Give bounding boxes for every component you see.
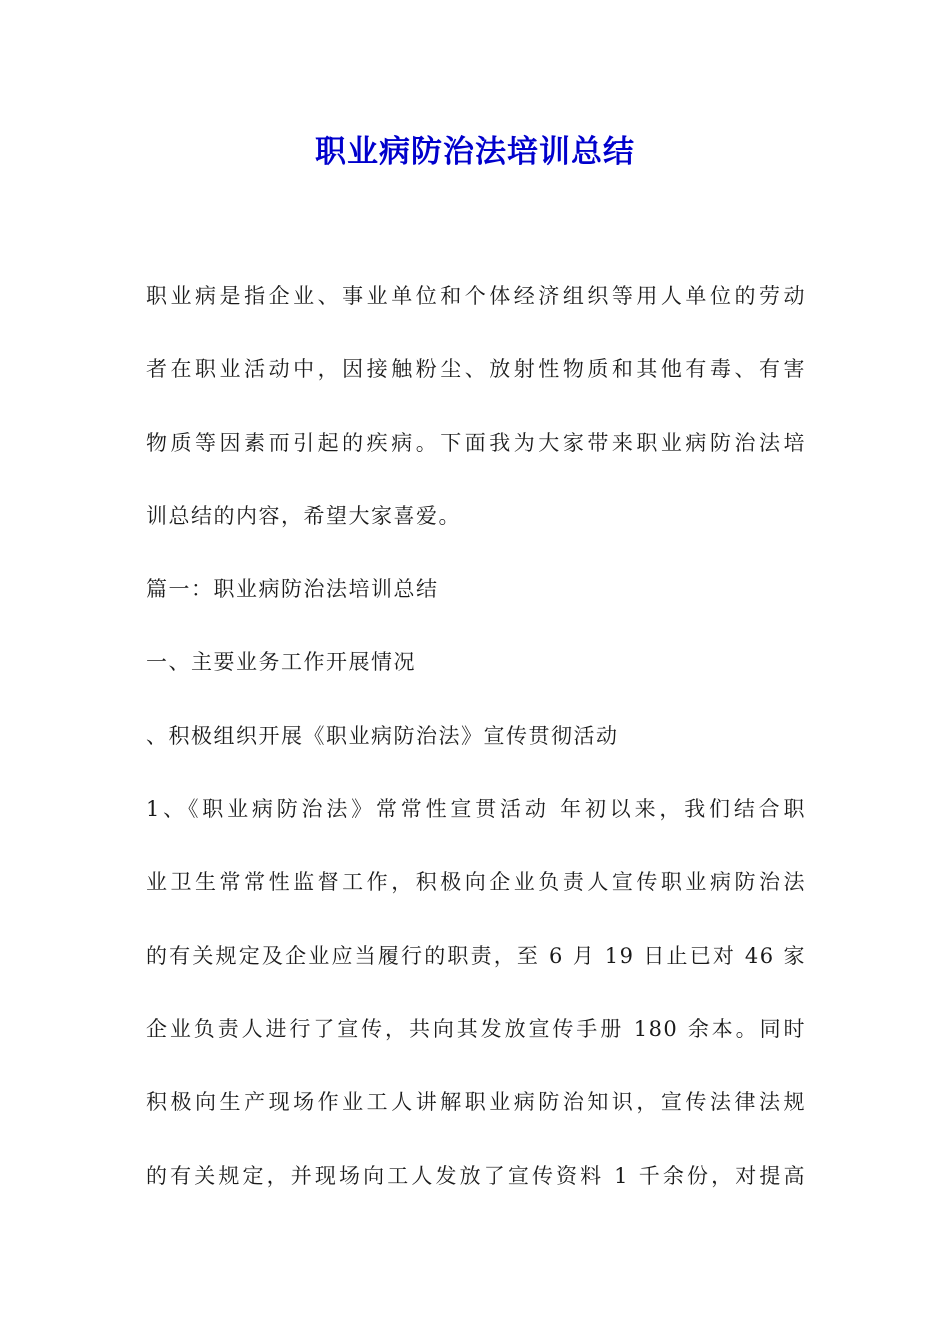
item1-line: 1、《职业病防治法》常常性宣贯活动 年初以来，我们结合职: [146, 797, 806, 822]
item1-line: 的有关规定及企业应当履行的职责，至 6 月 19 日止已对 46 家: [146, 943, 806, 968]
intro-line: 训总结的内容，希望大家喜爱。: [146, 503, 461, 528]
item1-line: 业卫生常常性监督工作，积极向企业负责人宣传职业病防治法: [146, 870, 806, 895]
subsection-heading-text: 、积极组织开展《职业病防治法》宣传贯彻活动: [146, 723, 619, 748]
section-heading-text: 一、主要业务工作开展情况: [146, 650, 416, 675]
chapter-heading: [146, 553, 806, 626]
item1-line: 的有关规定，并现场向工人发放了宣传资料 1 千余份，对提高: [146, 1163, 806, 1188]
intro-paragraph: [146, 260, 806, 553]
subsection-heading: [146, 700, 806, 773]
section-heading: [146, 626, 806, 699]
document-title: 职业病防治法培训总结: [315, 134, 635, 170]
intro-line: 者在职业活动中，因接触粉尘、放射性物质和其他有毒、有害: [146, 357, 806, 382]
item1-line: 积极向生产现场作业工人讲解职业病防治知识，宣传法律法规: [146, 1090, 806, 1115]
intro-line: 物质等因素而引起的疾病。下面我为大家带来职业病防治法培: [146, 430, 806, 455]
chapter-heading-text: 篇一：职业病防治法培训总结: [146, 577, 439, 602]
item1-line: 企业负责人进行了宣传，共向其发放宣传手册 180 余本。同时: [146, 1016, 806, 1041]
document-body: [146, 260, 806, 1213]
item1-paragraph: [146, 773, 806, 1213]
intro-line: 职业病是指企业、事业单位和个体经济组织等用人单位的劳动: [146, 284, 806, 308]
